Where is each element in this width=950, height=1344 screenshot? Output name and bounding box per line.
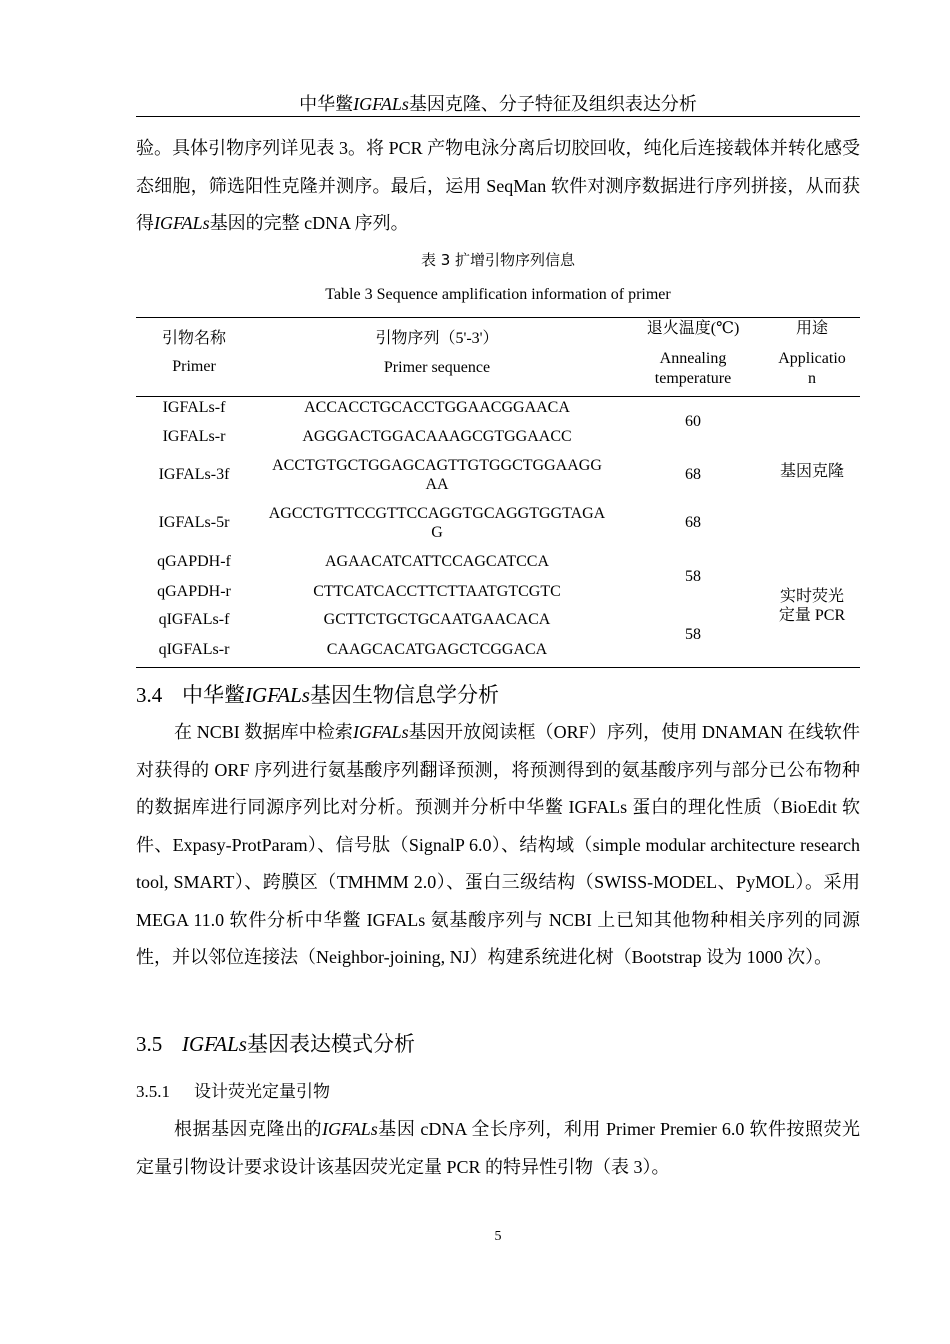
header-app-en-2: n	[808, 370, 816, 387]
temp-qigfals-pair: 58	[685, 626, 701, 643]
temp-igfals-pair: 60	[685, 413, 701, 430]
table-row-sequence: CTTCATCACCTTCTTAATGTCGTC	[313, 583, 561, 600]
header-temp-en-2: temperature	[654, 370, 732, 387]
header-sequence-en: Primer sequence	[383, 359, 491, 376]
table-row-sequence: AGAACATCATTCCAGCATCCA	[324, 553, 550, 570]
temp-gapdh-pair: 58	[685, 568, 701, 585]
header-app-cn: 用途	[795, 320, 828, 337]
table-row-primer: IGFALs-f	[162, 399, 226, 416]
table-row-sequence: AGGGACTGGACAAAGCGTGGAACC	[302, 428, 572, 445]
section-heading-3-4: 3.4 中华鳖IGFALs基因生物信息学分析	[136, 683, 499, 707]
table-caption-en: Table 3 Sequence amplification information of primer	[325, 286, 671, 303]
table-row-sequence: ACCTGTGCTGGAGCAGTTGTGGCTGGAAGG	[272, 457, 602, 474]
table-row-primer: IGFALs-3f	[158, 466, 230, 483]
header-rule	[136, 116, 860, 117]
running-header-text-rest: 基因克隆、分子特征及组织表达分析	[408, 94, 697, 114]
header-temp-en-1: Annealing	[659, 350, 727, 367]
temp-igfals-3f: 68	[685, 466, 701, 483]
running-header-text: 中华鳖	[299, 94, 354, 114]
table-row-primer: qIGFALs-f	[158, 611, 230, 628]
section-3-4-paragraph: 在 NCBI 数据库中检索IGFALs基因开放阅读框（ORF）序列，使用 DNAMAN 在线软件对获得的 ORF 序列进行氨基酸序列翻译预测，将预测得到的氨基酸序列与部分已公布物种的数据库进行同源序列比对分析。预测并分析中华鳖 IGFALs 蛋白的理化性质（BioEdit 软件、Expasy-ProtParam）、信号肽（SignalP 6.0）、结构域（simple modular architecture research tool, SMART）、跨膜区（TMHMM 2.0）、蛋白三级结构（SWISS-MODEL、PyMOL）。采用 MEGA 11.0 软件分析中华鳖 IGFALs 氨基酸序列与 NCBI 上已知其他物种相关序列的同源性，并以邻位连接法（Neighbor-joining, NJ）构建系统进化树（Bootstrap 设为 1000 次）。	[136, 722, 860, 967]
table-row-sequence-cont: G	[431, 524, 443, 541]
header-sequence-cn: 引物序列（5'-3'）	[375, 330, 499, 347]
header-primer-cn: 引物名称	[161, 330, 226, 347]
table-row-primer: IGFALs-r	[162, 428, 226, 445]
header-primer-en: Primer	[172, 358, 216, 375]
table-row-sequence: AGCCTGTTCCGTTCCAGGTGCAGGTGGTAGA	[268, 505, 606, 522]
section-heading-3-5: 3.5 IGFALs基因表达模式分析	[136, 1032, 415, 1056]
table-top-rule	[136, 317, 860, 318]
application-qpcr-2: 定量 PCR	[778, 607, 846, 624]
table-row-sequence: CAAGCACATGAGCTCGGACA	[326, 641, 548, 658]
table-row-sequence-cont: AA	[425, 476, 449, 493]
table-header-rule	[136, 396, 860, 397]
table-row-sequence: ACCACCTGCACCTGGAACGGAACA	[304, 399, 570, 416]
intro-paragraph: 验。具体引物序列详见表 3。将 PCR 产物电泳分离后切胶回收，纯化后连接载体并转化感受态细胞，筛选阳性克隆并测序。最后，运用 SeqMan 软件对测序数据进行序列拼接，从而获得IGFALs基因的完整 cDNA 序列。	[136, 138, 860, 233]
application-cloning: 基因克隆	[779, 463, 844, 480]
header-temp-cn: 退火温度(℃)	[646, 320, 740, 337]
page-number: 5	[494, 1229, 502, 1244]
table-row-primer: qIGFALs-r	[158, 641, 230, 658]
section-3-5-1-paragraph: 根据基因克隆出的IGFALs基因 cDNA 全长序列，利用 Primer Premier 6.0 软件按照荧光定量引物设计要求设计该基因荧光定量 PCR 的特异性引物（表 3）。	[136, 1119, 861, 1177]
table-row-primer: qGAPDH-f	[157, 553, 231, 570]
table-bottom-rule	[136, 667, 860, 668]
running-header-gene: IGFALs	[353, 94, 409, 114]
application-qpcr-1: 实时荧光	[779, 588, 844, 605]
header-app-en-1: Applicatio	[778, 350, 846, 367]
temp-igfals-5r: 68	[685, 514, 701, 531]
section-heading-3-5-1: 3.5.1 设计荧光定量引物	[136, 1082, 330, 1102]
table-row-primer: qGAPDH-r	[157, 583, 231, 600]
table-row-sequence: GCTTCTGCTGCAATGAACACA	[323, 611, 551, 628]
table-caption-cn: 表 3 扩增引物序列信息	[420, 251, 576, 269]
running-header	[136, 92, 860, 116]
table-row-primer: IGFALs-5r	[158, 514, 230, 531]
